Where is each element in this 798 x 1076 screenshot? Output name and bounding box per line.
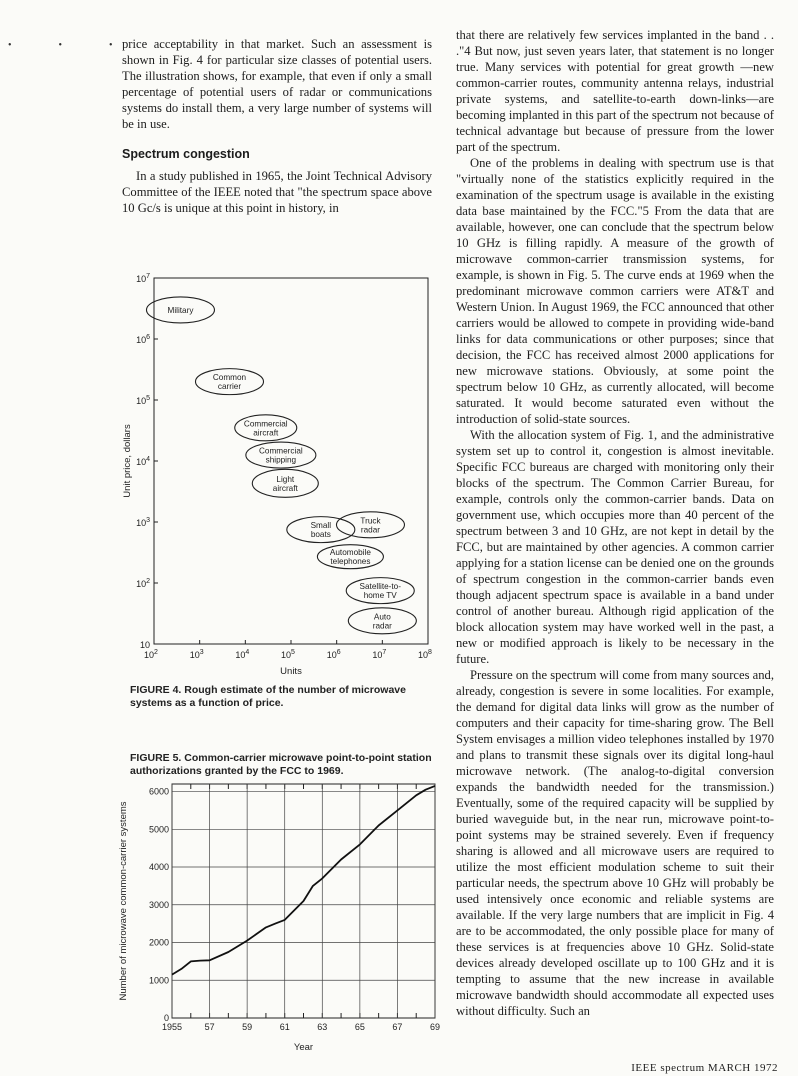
data-point-label: Automobile [329,548,371,558]
y-axis-label: Number of microwave common-carrier systems [118,801,129,1001]
x-tick-label: 65 [354,1022,365,1032]
y-tick-label: 5000 [148,824,169,835]
x-tick-label: 69 [429,1022,441,1032]
y-tick-label: 2000 [148,937,169,948]
x-tick-label: $10^2$ [144,649,158,660]
data-point-label: Truck [360,516,381,526]
data-point-label: Small [310,521,332,531]
figure-4-caption: FIGURE 4. Rough estimate of the number of microwave systems as a function of price. [130,684,406,709]
x-tick-label: 63 [317,1022,328,1032]
data-point-label: aircraft [253,428,279,438]
figure-5-chart [110,778,450,1058]
data-point-label: Military [167,305,194,315]
x-tick-label: $10^3$ [189,649,204,660]
y-tick-label: $10^3$ [136,517,150,528]
data-point-label: carrier [217,382,242,392]
data-point-label: Commercial [243,419,288,429]
data-point-label: Common [212,373,247,383]
y-tick-label: 3000 [148,899,169,910]
left-column [122,36,432,216]
y-tick-label: 0 [163,1013,169,1023]
data-point-label: Commercial [259,446,303,456]
left-paragraph-1: price acceptability in that market. Such an assessment is shown in Fig. 4 for particular size classes of potential users. The illustration shows, for example, that even if only a small percentage of potential users of radar or communications systems do install them, a very large number of systems will be in use. [122,37,432,131]
x-axis-label: Units [280,666,302,677]
y-tick-label: $10^7$ [136,273,150,284]
right-paragraph-1: that there are relatively few services implanted in the band . . ."4 But now, just seven years later, that statement is no longer true. Many services with potential for great growth —new common-carrier routes, community antenna relays, industrial private systems, and satellite-to-earth down-links—are becoming implanted in this part of the spectrum not because of technical advantage but because of pressure from the lower part of the spectrum. [456,28,774,154]
right-paragraph-2: One of the problems in dealing with spectrum use is that "virtually none of the statistics explicitly required in the examination of the spectrum usage is available in the existing data base maintained by the FCC."5 From the data that are available, however, one can conclude that the spectrum below 10 GHz is filling rapidly. A measure of the growth of microwave common-carrier transmission systems, for example, is shown in Fig. 5. The curve ends at 1969 when the predominant microwave common carriers were AT&T and Western Union. In August 1969, the FCC announced that other carriers would be allowed to compete in providing wide-band links for data communications or other purposes; since that decision, the FCC has received almost 2000 applications for new microwave stations. Obviously, at some point the spectrum below 10 GHz, as currently allocated, will become saturated. It would become saturated even without the introduction of solid-state sources. [456,156,774,426]
data-point-label: radar [360,525,381,535]
x-tick-label: 61 [279,1022,290,1032]
y-tick-label: $10^2$ [136,578,150,589]
data-point-label: Auto [373,612,391,622]
figure-5-caption: FIGURE 5. Common-carrier microwave point-to-point station authorizations granted by the FCC to 1969. [130,752,432,777]
x-tick-label: $10^8$ [418,649,432,660]
x-tick-label: $10^7$ [372,649,387,660]
left-paragraph-2: In a study published in 1965, the Joint Technical Advisory Committee of the IEEE noted that "the spectrum space above 10 Gc/s is unique at this point in history, in [122,169,432,215]
x-tick-label: $10^5$ [281,649,295,660]
y-tick-label: $10^4$ [136,456,150,467]
y-tick-label: 4000 [148,862,169,873]
right-paragraph-3: With the allocation system of Fig. 1, and the administrative system set up to control it, congestion is almost inevitable. Specific FCC bureaus are charged with monitoring only their blocks of the spectrum. The Common Carrier Bureau, for example, controls only the common-carrier bands. Data on government use, which occupies more than 40 percent of the spectrum between 3 and 10 GHz, are not kept in detail by the FCC, but are maintained by other agencies. A common carrier applying for a station license can be denied one on the grounds of spectrum congestion in the common-carrier bands even though adjacent spectrum space is available in a band under control of another bureau. Although rigid application of the block allocation system may have worked well in the past, a new or modified approach is likely to be necessary in the future. [456,428,774,666]
data-point-label: home TV [363,591,397,601]
y-axis-label: Unit price, dollars [122,424,133,498]
data-point-label: telephones [330,557,371,567]
x-tick-label: 57 [204,1022,215,1032]
y-tick-label: 10 [139,640,150,650]
x-tick-label: 67 [392,1022,403,1032]
page-footer: IEEE spectrum MARCH 1972 [631,1062,778,1074]
y-tick-label: 1000 [148,975,169,986]
y-tick-label: $10^6$ [136,334,150,345]
figure-4-chart [110,272,450,682]
data-point-label: aircraft [272,483,298,493]
data-point-label: boats [310,530,331,540]
section-heading: Spectrum congestion [122,147,250,161]
x-tick-label: 1955 [161,1022,183,1032]
y-tick-label: 6000 [148,786,169,797]
series-line [172,786,435,975]
x-axis-label: Year [293,1042,314,1053]
data-point-label: shipping [265,455,297,465]
data-point-label: Satellite-to- [359,582,401,592]
x-tick-label: 59 [242,1022,253,1032]
margin-marks: • • • [8,40,127,51]
right-paragraph-4: Pressure on the spectrum will come from many sources and, already, congestion is severe in some localities. For example, the demand for digital data links will grow as the number of computers and their capacity for time-sharing grow. The Bell System envisages a million video telephones installed by 1970 and plans to transmit these signals over its digital long-haul microwave network. (The analog-to-digital conversion expands the bandwidth needed for the transmission.) Eventually, some of the required capacity will be supplied by buried waveguide but, in the near run, microwave point-to-point systems may be strained severely. Even if frequency sharing is allowed and all microwave users are required to utilize the most efficient modulation scheme to suit their particular needs, the spectrum above 10 GHz will probably be used intensively once economic and reliable systems are available. If the very large numbers that are implicit in Fig. 4 are to be accommodated, the only possible place for many of these services is at frequencies above 10 GHz. Solid-state devices already developed oscillate up to 100 GHz and it is tempting to assume that the new increase in available microwave bandwidth should accommodate all expected uses without difficulty. Such an [456,668,774,1018]
x-tick-label: $10^6$ [326,649,341,660]
y-tick-label: $10^5$ [136,395,150,406]
x-tick-label: $10^4$ [235,649,250,660]
right-column [456,27,774,1019]
data-point-label: radar [372,621,392,631]
data-point-label: Light [276,474,295,484]
